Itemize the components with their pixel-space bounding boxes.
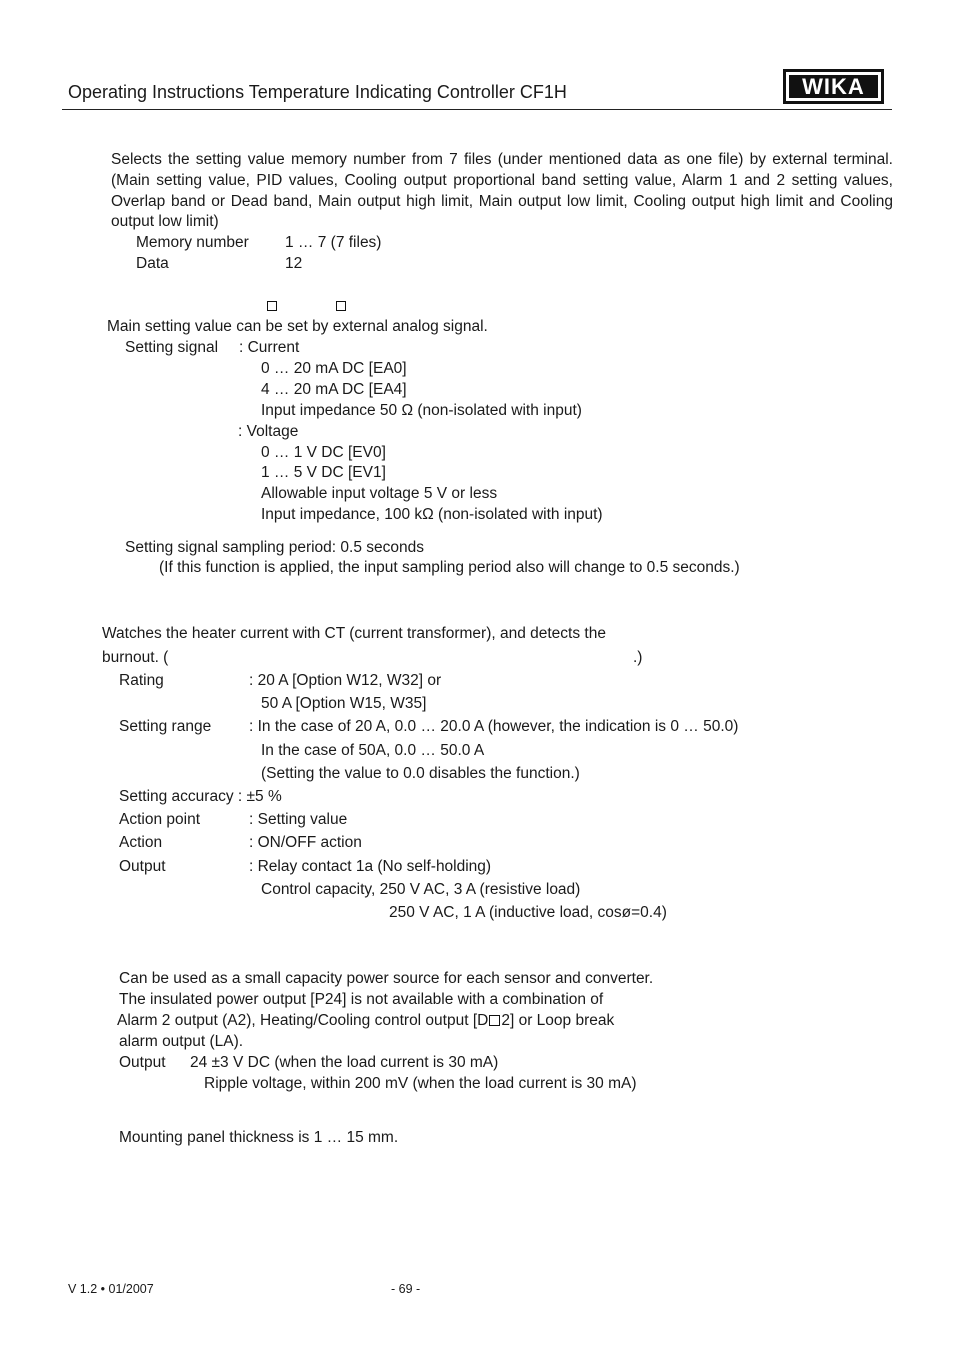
logo-text: WIKA <box>789 75 878 98</box>
heater-burnout-intro-line1: Watches the heater current with CT (current transformer), and detects the <box>102 625 606 642</box>
spec-label: Rating <box>119 672 164 689</box>
spec-value: In the case of 50A, 0.0 … 50.0 A <box>261 742 485 759</box>
spec-value: : In the case of 20 A, 0.0 … 20.0 A (however, the indication is 0 … 50.0) <box>249 718 739 735</box>
power-output-line3-start: Alarm 2 output (A2), Heating/Cooling control output [D <box>117 1012 489 1029</box>
spec-value: (Setting the value to 0.0 disables the function.) <box>261 765 580 782</box>
spec-value: 250 V AC, 1 A (inductive load, cosø=0.4) <box>389 904 667 921</box>
power-output-value: 24 ±3 V DC (when the load current is 30 mA) <box>190 1054 499 1071</box>
spec-label: Setting accuracy : ±5 % <box>119 788 282 805</box>
setting-signal-label: Setting signal <box>125 339 219 356</box>
spec-value: : ON/OFF action <box>249 834 362 851</box>
current-item: 0 … 20 mA DC [EA0] <box>261 360 407 377</box>
header-divider <box>62 109 892 110</box>
spec-label: Setting range <box>119 718 212 735</box>
spec-value: : 20 A [Option W12, W32] or <box>249 672 442 689</box>
data-value: 12 <box>285 255 303 272</box>
wika-logo <box>783 69 884 104</box>
voltage-item: 0 … 1 V DC [EV0] <box>261 444 386 461</box>
spec-value: : Relay contact 1a (No self-holding) <box>249 858 492 875</box>
placeholder-box-icon <box>489 1015 500 1026</box>
spec-value: 50 A [Option W15, W35] <box>261 695 427 712</box>
heater-burnout-intro-line2-start: burnout. ( <box>102 649 169 666</box>
spec-value: Control capacity, 250 V AC, 3 A (resistive load) <box>261 881 581 898</box>
memory-number-value: 1 … 7 (7 files) <box>285 234 382 251</box>
voltage-label: : Voltage <box>238 423 299 440</box>
analog-setting-intro: Main setting value can be set by external analog signal. <box>107 318 488 335</box>
power-output-line4: alarm output (LA). <box>119 1033 244 1050</box>
spec-value: : Setting value <box>249 811 348 828</box>
current-item: Input impedance 50 Ω (non-isolated with input) <box>261 402 582 419</box>
placeholder-box-icon <box>267 301 277 311</box>
power-output-label: Output <box>119 1054 166 1071</box>
power-output-line1: Can be used as a small capacity power source for each sensor and converter. <box>119 970 654 987</box>
ripple-voltage: Ripple voltage, within 200 mV (when the load current is 30 mA) <box>204 1075 637 1092</box>
heater-burnout-intro-line2-end: .) <box>633 649 643 666</box>
power-output-line3-end: 2] or Loop break <box>501 1012 615 1029</box>
voltage-item: Allowable input voltage 5 V or less <box>261 485 498 502</box>
spec-label: Action point <box>119 811 200 828</box>
sampling-period: Setting signal sampling period: 0.5 seconds <box>125 539 424 556</box>
page-header-title: Operating Instructions Temperature Indicating Controller CF1H <box>68 82 567 102</box>
memory-selection-paragraph: Selects the setting value memory number from 7 files (under mentioned data as one file) by external terminal. (Main setting value, PID values, Cooling output proportional band setting value, Alarm 1 and 2 setting values, Overlap band or Dead band, Main output high limit, Main output low limit, Cooling output high limit and Cooling output low limit) <box>111 151 893 231</box>
footer-page-number: - 69 - <box>391 1282 421 1296</box>
sampling-note: (If this function is applied, the input sampling period also will change to 0.5 seconds.) <box>159 559 740 576</box>
power-output-line3 <box>117 1011 614 1031</box>
data-label: Data <box>136 255 169 272</box>
voltage-item: 1 … 5 V DC [EV1] <box>261 464 386 481</box>
voltage-item: Input impedance, 100 kΩ (non-isolated with input) <box>261 506 603 523</box>
spec-label: Action <box>119 834 163 851</box>
footer-version: V 1.2 • 01/2007 <box>68 1282 154 1296</box>
current-label: : Current <box>239 339 300 356</box>
placeholder-box-icon <box>336 301 346 311</box>
current-item: 4 … 20 mA DC [EA4] <box>261 381 407 398</box>
spec-label: Output <box>119 858 166 875</box>
power-output-line2: The insulated power output [P24] is not available with a combination of <box>119 991 604 1008</box>
mounting-panel-thickness: Mounting panel thickness is 1 … 15 mm. <box>119 1129 399 1146</box>
memory-number-label: Memory number <box>136 234 249 251</box>
